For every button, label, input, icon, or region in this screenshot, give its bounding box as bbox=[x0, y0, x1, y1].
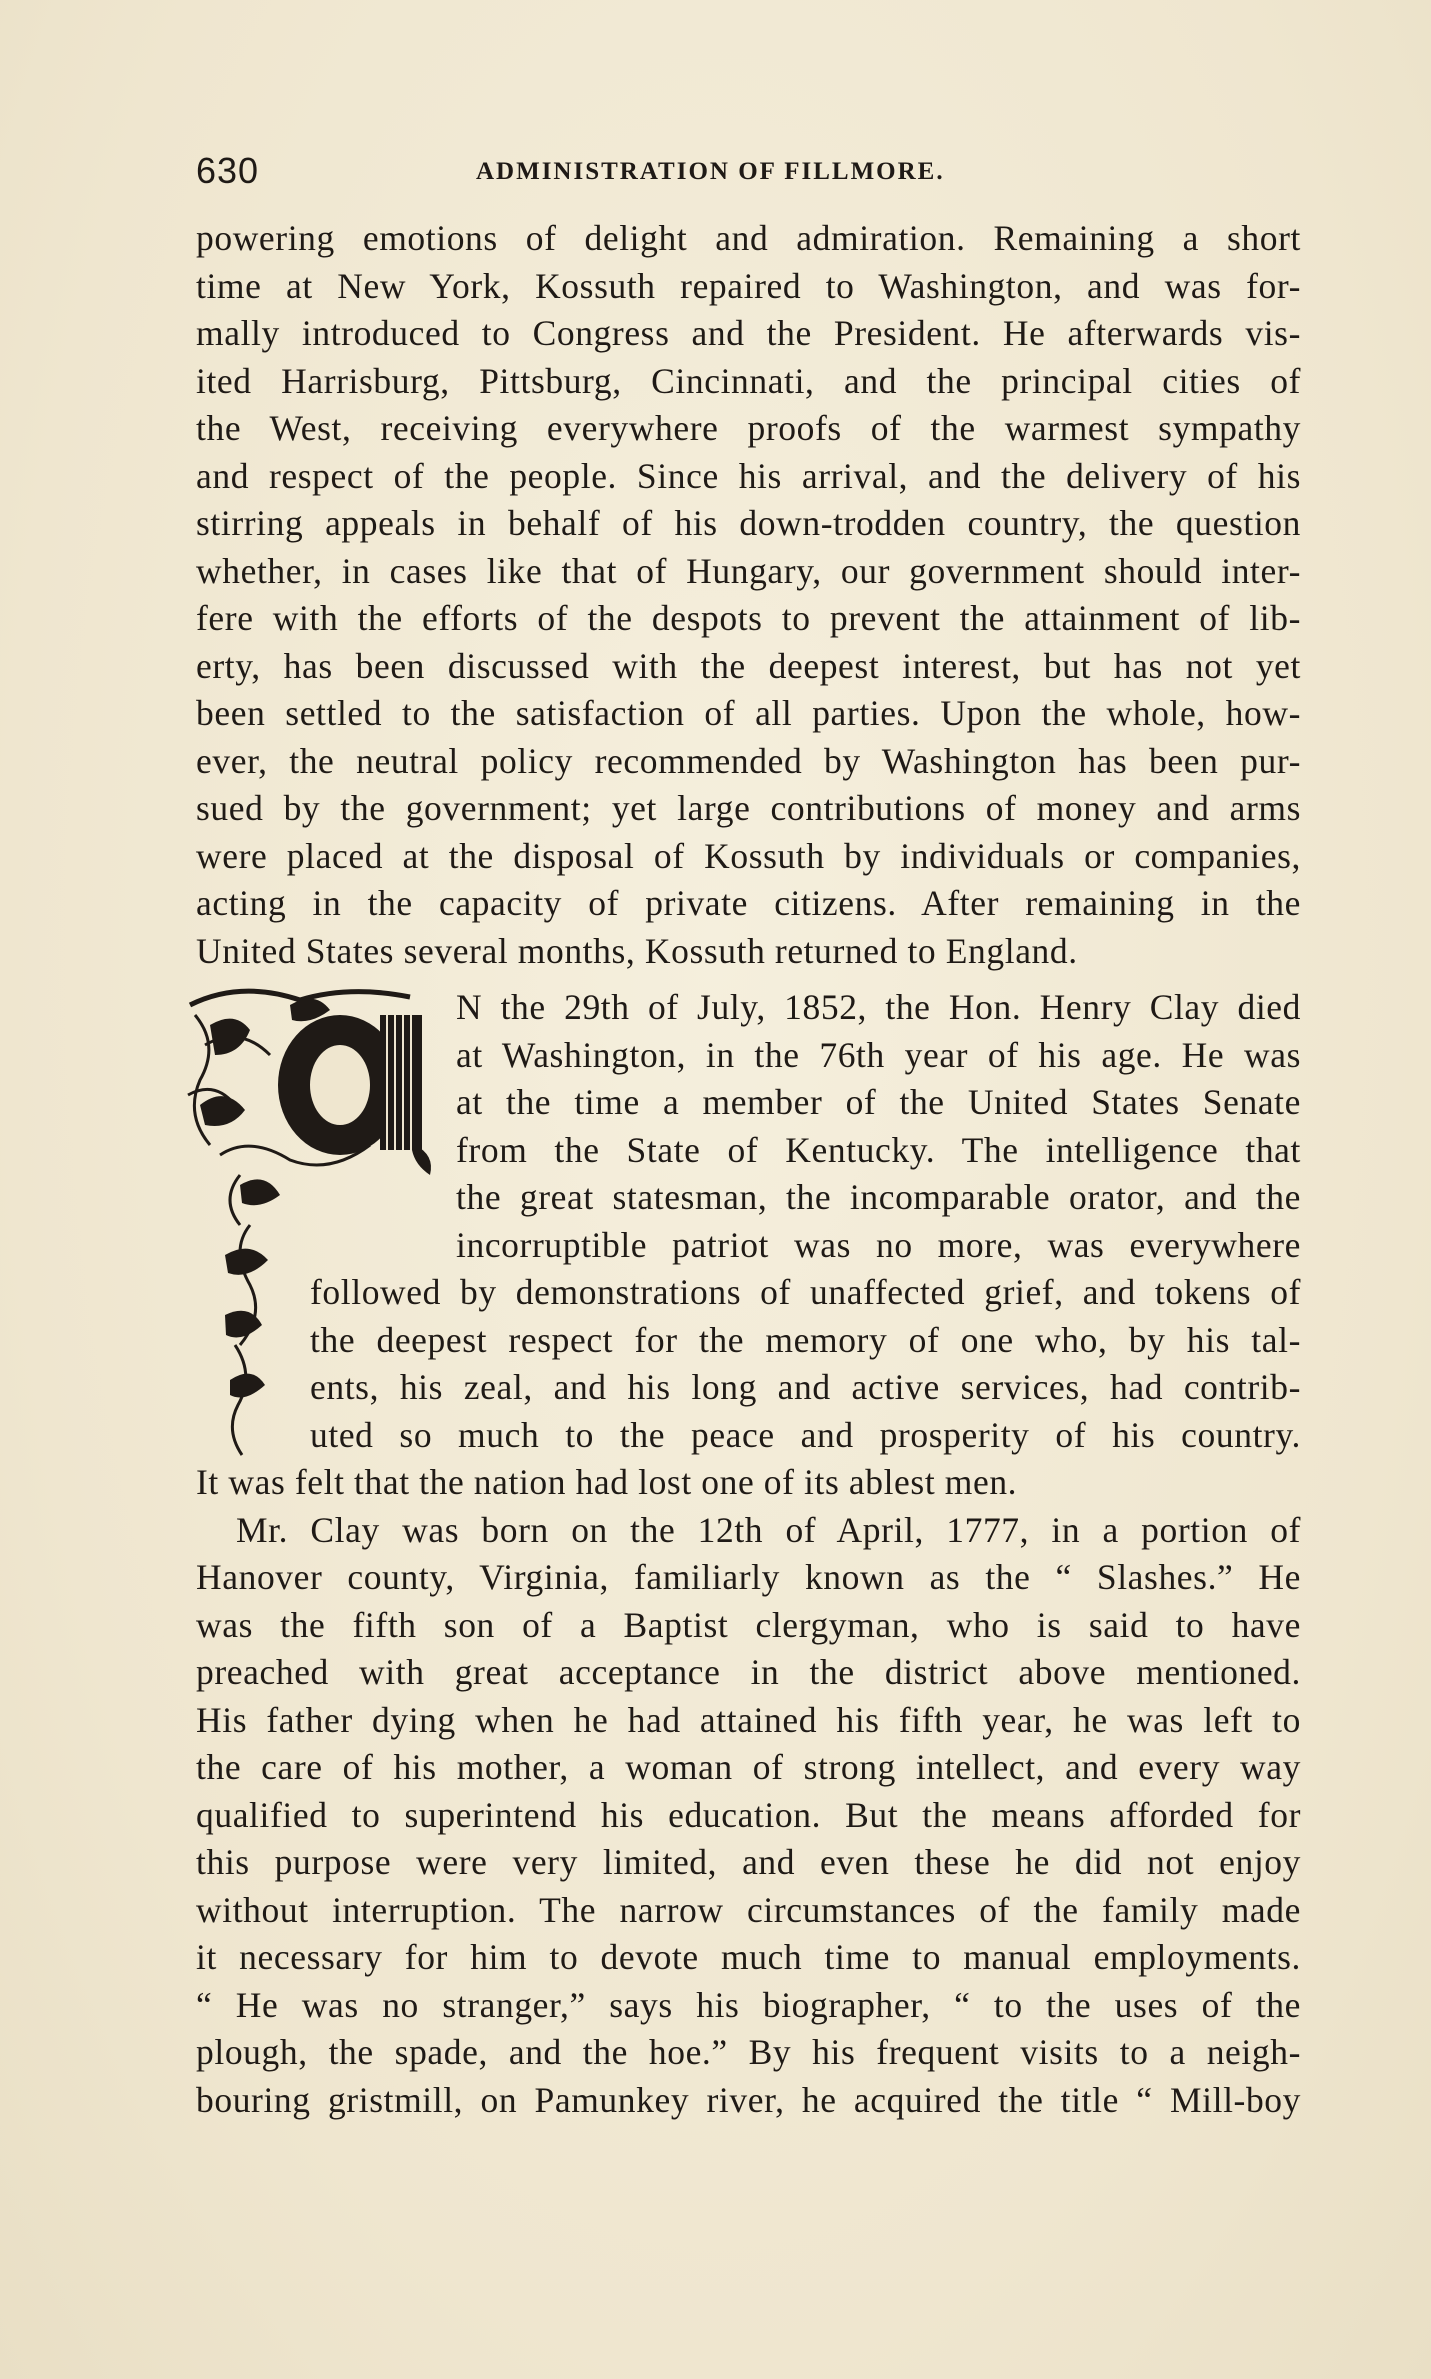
text-line: stirring appeals in behalf of his down-trodden country, the question bbox=[196, 503, 1301, 543]
text-line: was the fifth son of a Baptist clergyman, who is said to have bbox=[196, 1605, 1301, 1645]
text-line: His father dying when he had attained his fifth year, he was left to bbox=[196, 1700, 1301, 1740]
text-line: the great statesman, the incomparable orator, and the bbox=[456, 1177, 1301, 1217]
text-line: ever, the neutral policy recommended by Washington has been pur- bbox=[196, 741, 1301, 781]
text-line: incorruptible patriot was no more, was everywhere bbox=[456, 1225, 1301, 1265]
text-line: erty, has been discussed with the deepest interest, but has not yet bbox=[196, 646, 1301, 686]
text-line: uted so much to the peace and prosperity of his country. bbox=[310, 1415, 1301, 1455]
page-number: 630 bbox=[196, 150, 260, 191]
text-line: the care of his mother, a woman of strong intellect, and every way bbox=[196, 1747, 1301, 1787]
text-line: ited Harrisburg, Pittsburg, Cincinnati, and the principal cities of bbox=[196, 361, 1301, 401]
text-line: N the 29th of July, 1852, the Hon. Henry Clay died bbox=[456, 987, 1301, 1027]
text-line: whether, in cases like that of Hungary, our government should inter- bbox=[196, 551, 1301, 591]
text-line: followed by demonstrations of unaffected grief, and tokens of bbox=[310, 1272, 1301, 1312]
text-line: preached with great acceptance in the district above mentioned. bbox=[196, 1652, 1301, 1692]
text-line: “ He was no stranger,” says his biographer, “ to the uses of the bbox=[196, 1985, 1301, 2025]
text-line: sued by the government; yet large contributions of money and arms bbox=[196, 788, 1301, 828]
text-line: time at New York, Kossuth repaired to Washington, and was for- bbox=[196, 266, 1301, 306]
text-line: it necessary for him to devote much time to manual employments. bbox=[196, 1937, 1301, 1977]
text-line: the West, receiving everywhere proofs of the warmest sympathy bbox=[196, 408, 1301, 448]
text-line: without interruption. The narrow circumstances of the family made bbox=[196, 1890, 1301, 1930]
text-line: and respect of the people. Since his arrival, and the delivery of his bbox=[196, 456, 1301, 496]
text-line: qualified to superintend his education. But the means afforded for bbox=[196, 1795, 1301, 1835]
text-line: acting in the capacity of private citizens. After remaining in the bbox=[196, 883, 1301, 923]
text-line: at Washington, in the 76th year of his age. He was bbox=[456, 1035, 1301, 1075]
text-line: Mr. Clay was born on the 12th of April, 1777, in a portion of bbox=[236, 1510, 1301, 1550]
text-line: mally introduced to Congress and the President. He afterwards vis- bbox=[196, 313, 1301, 353]
text-line: at the time a member of the United States Senate bbox=[456, 1082, 1301, 1122]
text-line: Hanover county, Virginia, familiarly known as the “ Slashes.” He bbox=[196, 1557, 1301, 1597]
running-head: ADMINISTRATION OF FILLMORE. bbox=[476, 158, 945, 185]
text-line: powering emotions of delight and admiration. Remaining a short bbox=[196, 218, 1301, 258]
text-line: fere with the efforts of the despots to prevent the attainment of lib- bbox=[196, 598, 1301, 638]
text-line: been settled to the satisfaction of all parties. Upon the whole, how- bbox=[196, 693, 1301, 733]
text-line: ents, his zeal, and his long and active services, had contrib- bbox=[310, 1367, 1301, 1407]
text-line: plough, the spade, and the hoe.” By his frequent visits to a neigh- bbox=[196, 2032, 1301, 2072]
text-line: this purpose were very limited, and even these he did not enjoy bbox=[196, 1842, 1301, 1882]
text-line: the deepest respect for the memory of one who, by his tal- bbox=[310, 1320, 1301, 1360]
text-line: bouring gristmill, on Pamunkey river, he acquired the title “ Mill-boy bbox=[196, 2080, 1301, 2120]
text-line: It was felt that the nation had lost one of its ablest men. bbox=[196, 1462, 1018, 1502]
text-line: United States several months, Kossuth returned to England. bbox=[196, 931, 1078, 971]
page-header bbox=[196, 146, 1301, 196]
text-line: from the State of Kentucky. The intelligence that bbox=[456, 1130, 1301, 1170]
text-line: were placed at the disposal of Kossuth by individuals or companies, bbox=[196, 836, 1301, 876]
